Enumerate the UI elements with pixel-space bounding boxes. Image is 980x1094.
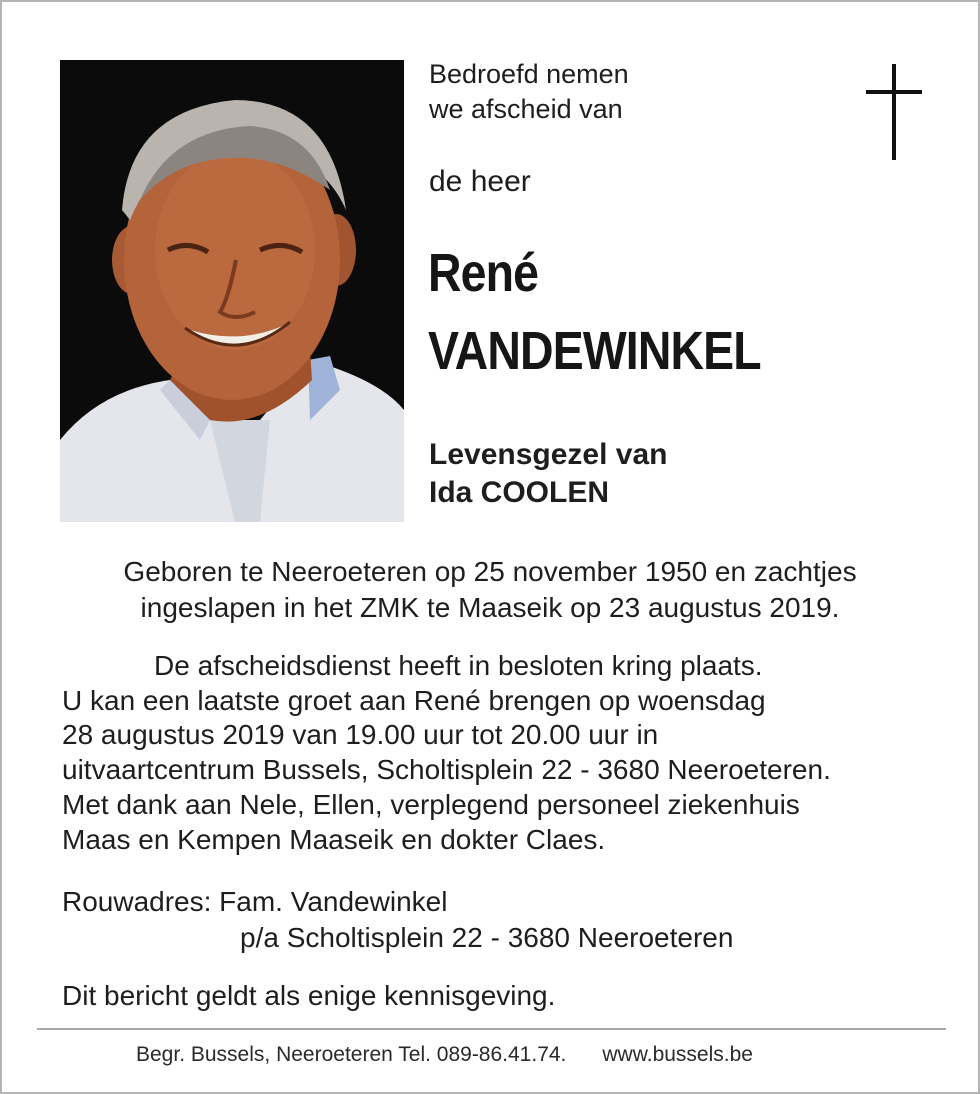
portrait-illustration	[60, 60, 404, 522]
birth-line-2: ingeslapen in het ZMK te Maaseik op 23 augustus 2019.	[140, 592, 840, 623]
partner-line-1: Levensgezel van	[429, 438, 668, 471]
intro-line-2: we afscheid van	[429, 94, 623, 124]
service-line: Maas en Kempen Maaseik en dokter Claes.	[62, 823, 606, 855]
partner-info	[429, 436, 667, 512]
honorific: de heer	[429, 165, 531, 198]
website-link[interactable]: www.bussels.be	[602, 1043, 753, 1066]
service-text	[62, 649, 942, 857]
partner-line-2: Ida COOLEN	[429, 476, 610, 509]
service-line: uitvaartcentrum Bussels, Scholtisplein 22 - 3680 Neeroeteren.	[62, 754, 831, 786]
funeral-company: Begr. Bussels, Neeroeteren Tel. 089-86.41.74.	[136, 1043, 567, 1066]
deceased-last-name: VANDEWINKEL	[428, 321, 761, 381]
intro-text	[429, 57, 629, 127]
service-line: Met dank aan Nele, Ellen, verplegend personeel ziekenhuis	[62, 788, 800, 820]
footer	[136, 1043, 753, 1067]
cross-icon	[866, 64, 922, 160]
service-line: U kan een laatste groet aan René brengen op woensdag	[62, 684, 766, 716]
address-line-2: p/a Scholtisplein 22 - 3680 Neeroeteren	[240, 922, 734, 953]
portrait-photo	[60, 60, 404, 522]
notice-text: Dit bericht geldt als enige kennisgeving.	[62, 980, 556, 1011]
intro-line-1: Bedroefd nemen	[429, 59, 629, 89]
service-line: De afscheidsdienst heeft in besloten kring plaats.	[154, 650, 763, 681]
divider	[37, 1028, 946, 1030]
service-line: 28 augustus 2019 van 19.00 uur tot 20.00 uur in	[62, 719, 659, 751]
mourning-address	[62, 884, 733, 956]
birth-death-text	[2, 554, 978, 626]
address-line-1: Rouwadres: Fam. Vandewinkel	[62, 886, 448, 917]
deceased-first-name: René	[428, 243, 539, 303]
birth-line-1: Geboren te Neeroeteren op 25 november 1950 en zachtjes	[123, 556, 857, 587]
